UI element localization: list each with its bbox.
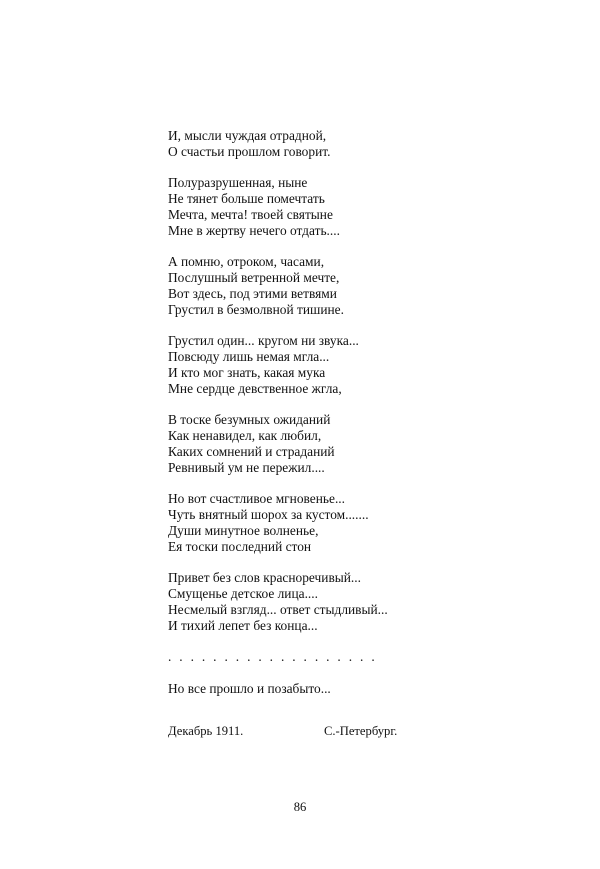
poem-line: В тоске безумных ожиданий — [168, 412, 331, 428]
signature-date: Декабрь 1911. — [168, 724, 244, 738]
poem-line: Мне в жертву нечего отдать.... — [168, 222, 340, 238]
poem-line: Как ненавидел, как любил, — [168, 428, 322, 444]
stanza — [168, 570, 388, 633]
poem-line: Послушный ветренной мечте, — [168, 270, 340, 286]
poem-line: Души минутное волненье, — [168, 522, 319, 538]
ellipsis-divider — [168, 649, 388, 665]
poem-line: Но все прошло и позабыто... — [168, 680, 331, 696]
stanza — [168, 254, 388, 317]
poem-line: Полуразрушенная, ныне — [168, 175, 308, 191]
poem-line: Вот здесь, под этими ветвями — [168, 285, 337, 301]
poem-line: Каких сомнений и страданий — [168, 443, 335, 459]
poem-line: Грустил один... кругом ни звука... — [168, 333, 359, 349]
stanza — [168, 128, 388, 160]
dots-line: . . . . . . . . . . . . . . . . . . . — [168, 649, 375, 665]
poem-line: Мечта, мечта! твоей святыне — [168, 206, 333, 222]
poem-line: Чуть внятный шорох за кустом....... — [168, 507, 369, 523]
stanza — [168, 412, 388, 475]
poem-line: А помню, отроком, часами, — [168, 254, 325, 270]
poem-line: Грустил в безмолвной тишине. — [168, 301, 344, 317]
final-stanza — [168, 681, 388, 697]
poem-line: И, мысли чуждая отрадной, — [168, 128, 327, 143]
poem-line: Смущенье детское лица.... — [168, 586, 318, 602]
stanza — [168, 491, 388, 554]
poem-line: Мне сердце девственное жгла, — [168, 380, 342, 396]
poem-line: Привет без слов красноречивый... — [168, 570, 361, 586]
poem-text — [168, 128, 388, 712]
poem-line: Повсюду лишь немая мгла... — [168, 349, 330, 365]
stanza — [168, 175, 388, 238]
stanza — [168, 333, 388, 396]
poem-line: Не тянет больше помечтать — [168, 191, 325, 207]
poem-line: Ревнивый ум не пережил.... — [168, 459, 325, 475]
page-number: 86 — [293, 800, 307, 814]
poem-line: Но вот счастливое мгновенье... — [168, 491, 345, 507]
poem-line: И тихий лепет без конца... — [168, 617, 318, 633]
poem-line: Несмелый взгляд... ответ стыдливый... — [168, 601, 388, 617]
poem-line: О счастьи прошлом говорит. — [168, 143, 331, 159]
signature-place: С.-Петербург. — [324, 724, 398, 738]
poem-line: И кто мог знать, какая мука — [168, 364, 326, 380]
poem-line: Ея тоски последний стон — [168, 538, 312, 554]
